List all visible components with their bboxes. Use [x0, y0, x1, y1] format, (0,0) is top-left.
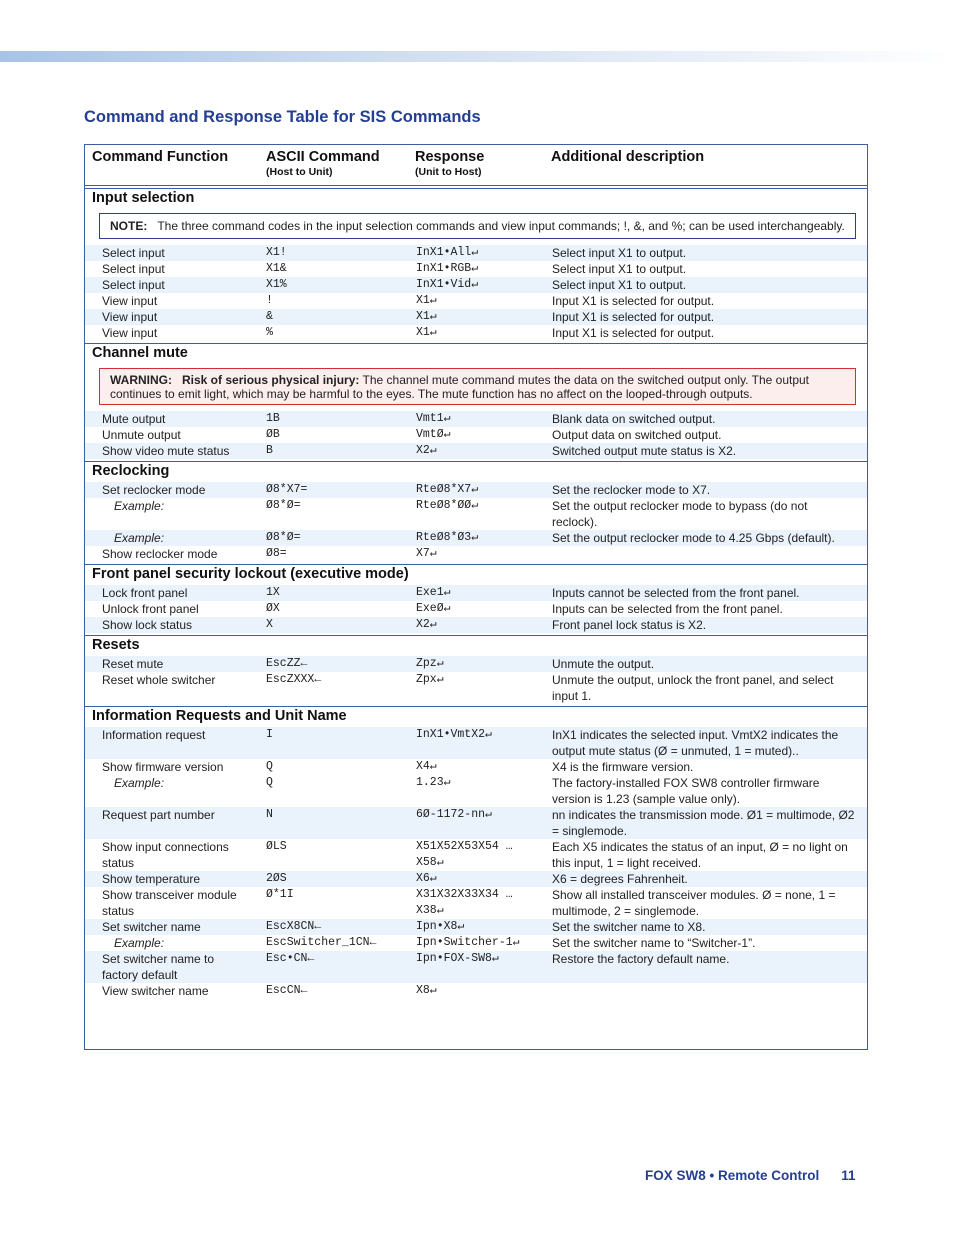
command-function: Reset whole switcher [102, 673, 216, 687]
response: InX1•VmtX2↵ [416, 728, 492, 741]
response: VmtØ↵ [416, 428, 451, 441]
command-function: Show transceiver module status [102, 888, 237, 918]
description: Front panel lock status is X2. [552, 618, 707, 632]
command-table [84, 144, 868, 1050]
table-row [85, 759, 867, 775]
ascii-command: ! [266, 294, 273, 307]
table-row [85, 309, 867, 325]
section [85, 706, 867, 1001]
ascii-command: X1& [266, 262, 287, 275]
col-response: Response (Unit to Host) [415, 149, 485, 178]
response: RteØ8*ØØ↵ [416, 499, 479, 512]
table-row [85, 546, 867, 562]
table-row [85, 482, 867, 498]
section-title: Resets [92, 637, 140, 653]
command-function: View input [102, 294, 158, 308]
response: X51X52X53X54 … X58↵ [416, 840, 513, 869]
section [85, 189, 867, 343]
ascii-command: N [266, 808, 273, 821]
response: X6↵ [416, 872, 437, 885]
description: Set the switcher name to X8. [552, 920, 706, 934]
description: Set the reclocker mode to X7. [552, 483, 711, 497]
warning-label: WARNING: [110, 373, 172, 387]
command-function: View switcher name [102, 984, 209, 998]
footer-product: FOX SW8 • Remote Control [645, 1168, 820, 1183]
ascii-command: EscX8CN← [266, 920, 322, 933]
response: RteØ8*X7↵ [416, 483, 479, 496]
description: Input X1 is selected for output. [552, 294, 715, 308]
table-row [85, 807, 867, 839]
response: X7↵ [416, 547, 437, 560]
response: Zpz↵ [416, 657, 444, 670]
response: InX1•All↵ [416, 246, 479, 259]
ascii-command: Q [266, 776, 273, 789]
command-function: Request part number [102, 808, 215, 822]
response: RteØ8*Ø3↵ [416, 531, 479, 544]
description: Show all installed transceiver modules. Ø = none, 1 = multimode, 2 = singlemode. [552, 888, 836, 918]
ascii-command: B [266, 444, 273, 457]
command-function: Select input [102, 278, 165, 292]
table-body [85, 189, 867, 1001]
table-row [85, 887, 867, 919]
section [85, 635, 867, 706]
table-row [85, 277, 867, 293]
table-row [85, 839, 867, 871]
description: The factory-installed FOX SW8 controller firmware version is 1.23 (sample value only). [552, 776, 820, 806]
description: Unmute the output. [552, 657, 655, 671]
table-row [85, 325, 867, 341]
response: Vmt1↵ [416, 412, 451, 425]
table-row [85, 727, 867, 759]
table-row [85, 601, 867, 617]
table-row [85, 427, 867, 443]
ascii-command: ØB [266, 428, 280, 441]
ascii-command: 1X [266, 586, 280, 599]
page-number: 11 [841, 1168, 856, 1183]
description: Unmute the output, unlock the front panel, and select input 1. [552, 673, 834, 703]
ascii-command: Ø8= [266, 547, 287, 560]
response: X1↵ [416, 326, 437, 339]
command-function: View input [102, 326, 158, 340]
ascii-command: Ø8*Ø= [266, 531, 301, 544]
table-row [85, 411, 867, 427]
ascii-command: % [266, 326, 273, 339]
table-row [85, 951, 867, 983]
description: Set the switcher name to “Switcher-1”. [552, 936, 756, 950]
table-row [85, 919, 867, 935]
command-function: Example: [114, 936, 165, 950]
section-title: Reclocking [92, 463, 170, 479]
description: Input X1 is selected for output. [552, 310, 715, 324]
response: 6Ø-1172-nn↵ [416, 808, 492, 821]
command-function: Unlock front panel [102, 602, 199, 616]
description: Set the output reclocker mode to bypass (do not reclock). [552, 499, 808, 529]
command-function: Show firmware version [102, 760, 224, 774]
response: X2↵ [416, 444, 437, 457]
description: Select input X1 to output. [552, 262, 687, 276]
description: Inputs can be selected from the front panel. [552, 602, 783, 616]
ascii-command: & [266, 310, 273, 323]
table-row [85, 672, 867, 704]
page-title: Command and Response Table for SIS Commands [84, 108, 481, 126]
table-row [85, 530, 867, 546]
table-row [85, 617, 867, 633]
response: X1↵ [416, 294, 437, 307]
ascii-command: Ø8*X7= [266, 483, 308, 496]
response: ExeØ↵ [416, 602, 451, 615]
ascii-command: EscCN← [266, 984, 308, 997]
section-title: Front panel security lockout (executive mode) [92, 566, 409, 582]
command-function: Select input [102, 246, 165, 260]
ascii-command: ØLS [266, 840, 287, 853]
description: Switched output mute status is X2. [552, 444, 737, 458]
command-function: Mute output [102, 412, 166, 426]
command-function: Show lock status [102, 618, 193, 632]
ascii-command: ØX [266, 602, 280, 615]
top-accent-bar [0, 51, 954, 62]
command-function: Example: [114, 499, 165, 513]
table-row [85, 775, 867, 807]
table-row [85, 935, 867, 951]
table-row [85, 245, 867, 261]
command-function: View input [102, 310, 158, 324]
description: Restore the factory default name. [552, 952, 730, 966]
response: X8↵ [416, 984, 437, 997]
command-function: Show reclocker mode [102, 547, 218, 561]
section-title: Information Requests and Unit Name [92, 708, 347, 724]
ascii-command: X [266, 618, 273, 631]
page-footer [645, 1168, 856, 1183]
description: Inputs cannot be selected from the front panel. [552, 586, 800, 600]
response: Ipn•FOX-SW8↵ [416, 952, 499, 965]
note-label: NOTE: [110, 219, 148, 233]
description: X4 is the firmware version. [552, 760, 694, 774]
table-row [85, 983, 867, 999]
ascii-command: EscZZ← [266, 657, 308, 670]
response: X31X32X33X34 … X38↵ [416, 888, 513, 917]
ascii-command: I [266, 728, 273, 741]
ascii-command: Ø*1I [266, 888, 294, 901]
description [533, 983, 867, 999]
warning-text: The channel mute command mutes the data on the switched output only. The output continues to emit light, which may be harmful to the eyes. The mute function has no affect on the looped-through outputs. [110, 373, 810, 401]
description: Set the output reclocker mode to 4.25 Gbps (default). [552, 531, 835, 545]
note-box [99, 213, 856, 239]
command-function: Example: [114, 531, 165, 545]
table-row [85, 871, 867, 887]
section [85, 564, 867, 635]
description: Select input X1 to output. [552, 278, 687, 292]
command-function: Reset mute [102, 657, 164, 671]
command-function: Information request [102, 728, 206, 742]
description: nn indicates the transmission mode. Ø1 = multimode, Ø2 = singlemode. [552, 808, 855, 838]
response: Zpx↵ [416, 673, 444, 686]
command-function: Set switcher name [102, 920, 201, 934]
ascii-command: EscSwitcher_1CN← [266, 936, 377, 949]
description: Blank data on switched output. [552, 412, 716, 426]
command-function: Lock front panel [102, 586, 188, 600]
col-additional-description: Additional description [551, 149, 705, 165]
response: Ipn•X8↵ [416, 920, 465, 933]
ascii-command: 2ØS [266, 872, 287, 885]
command-function: Show video mute status [102, 444, 230, 458]
table-row [85, 261, 867, 277]
section-title: Channel mute [92, 345, 188, 361]
command-function: Show temperature [102, 872, 201, 886]
command-function: Show input connections status [102, 840, 229, 870]
section-title: Input selection [92, 190, 195, 206]
command-function: Set switcher name to factory default [102, 952, 215, 982]
warning-bold: Risk of serious physical injury: [182, 373, 360, 387]
description [533, 546, 867, 562]
ascii-command: X1% [266, 278, 287, 291]
ascii-command: Q [266, 760, 273, 773]
col-command-function: Command Function [92, 149, 229, 165]
command-function: Select input [102, 262, 165, 276]
table-row [85, 498, 867, 530]
description: Each X5 indicates the status of an input, Ø = no light on this input, 1 = light received. [552, 840, 848, 870]
col-ascii-command: ASCII Command (Host to Unit) [266, 149, 380, 178]
table-row [85, 585, 867, 601]
table-header [85, 145, 867, 186]
response: 1.23↵ [416, 776, 451, 789]
description: Select input X1 to output. [552, 246, 687, 260]
section [85, 461, 867, 564]
command-function: Unmute output [102, 428, 181, 442]
response: InX1•RGB↵ [416, 262, 479, 275]
response: X1↵ [416, 310, 437, 323]
warning-box [99, 368, 856, 405]
command-function: Example: [114, 776, 165, 790]
ascii-command: 1B [266, 412, 280, 425]
ascii-command: X1! [266, 246, 287, 259]
note-text: The three command codes in the input selection commands and view input commands; !, &, and %; can be used interchangeably. [157, 219, 845, 233]
ascii-command: Esc•CN← [266, 952, 315, 965]
description: InX1 indicates the selected input. VmtX2 indicates the output mute status (Ø = unmuted, 1 = muted).. [552, 728, 839, 758]
description: X6 = degrees Fahrenheit. [552, 872, 688, 886]
description: Input X1 is selected for output. [552, 326, 715, 340]
response: InX1•Vid↵ [416, 278, 479, 291]
ascii-command: Ø8*Ø= [266, 499, 301, 512]
table-row [85, 443, 867, 459]
table-row [85, 293, 867, 309]
section [85, 343, 867, 461]
response: Ipn•Switcher-1↵ [416, 936, 520, 949]
response: Exe1↵ [416, 586, 451, 599]
command-function: Set reclocker mode [102, 483, 206, 497]
response: X4↵ [416, 760, 437, 773]
table-row [85, 656, 867, 672]
response: X2↵ [416, 618, 437, 631]
ascii-command: EscZXXX← [266, 673, 322, 686]
description: Output data on switched output. [552, 428, 722, 442]
